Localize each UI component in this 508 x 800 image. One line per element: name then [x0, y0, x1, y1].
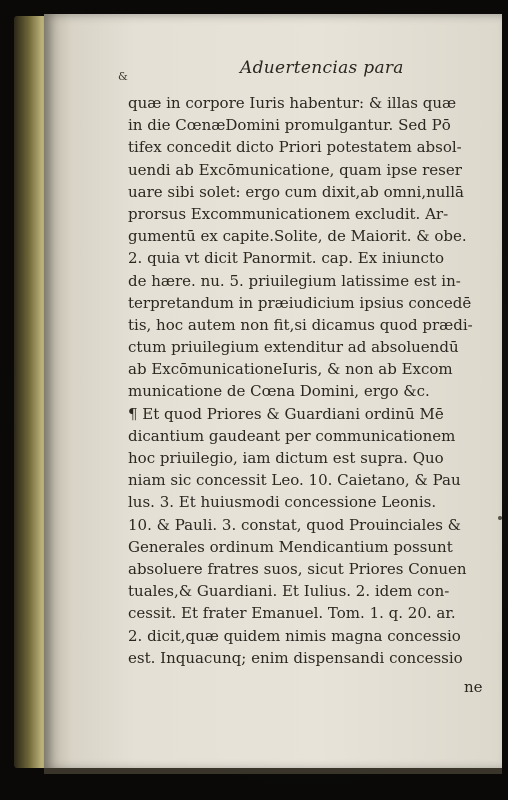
- text-line: municatione de Cœna Domini, ergo &c.: [128, 382, 430, 401]
- running-head: Aduertencias para: [240, 58, 404, 78]
- text-line: tuales,& Guardiani. Et Iulius. 2. idem con-: [128, 582, 450, 601]
- text-line: 10. & Pauli. 3. constat, quod Prouinciales &: [128, 515, 462, 534]
- text-line: uendi ab Excōmunicatione, quam ipse reser: [128, 160, 462, 179]
- text-line: cessit. Et frater Emanuel. Tom. 1. q. 20. ar.: [128, 604, 456, 623]
- paragraph-start-line: ¶ Et quod Priores & Guardiani ordinū Mē: [128, 404, 444, 423]
- margin-mark: [498, 516, 502, 520]
- text-line: absoluere fratres suos, sicut Priores Conuen: [128, 559, 467, 578]
- text-line: lus. 3. Et huiusmodi concessione Leonis.: [128, 493, 437, 512]
- text-line: uare sibi solet: ergo cum dixit,ab omni,nullā: [128, 182, 464, 201]
- text-line: de hære. nu. 5. priuilegium latissime est in-: [128, 271, 461, 290]
- text-line: Generales ordinum Mendicantium possunt: [128, 537, 453, 556]
- text-line: gumentū ex capite.Solite, de Maiorit. & obe.: [128, 227, 467, 246]
- text-line: terpretandum in præiudicium ipsius concedē: [128, 293, 472, 312]
- text-line: hoc priuilegio, iam dictum est supra. Quo: [128, 449, 444, 467]
- text-line: niam sic concessit Leo. 10. Caietano, & Pau: [128, 471, 461, 490]
- text-line: tis, hoc autem non fit,si dicamus quod prædi-: [128, 315, 473, 334]
- catchword: ne: [464, 678, 483, 696]
- text-line: est. Inquacunq; enim dispensandi concessio: [128, 648, 463, 667]
- text-line: 2. quia vt dicit Panormit. cap. Ex iniuncto: [128, 249, 445, 268]
- text-line: prorsus Excommunicationem excludit. Ar-: [128, 204, 449, 223]
- text-line: ab ExcōmunicationeIuris, & non ab Excom: [128, 360, 453, 379]
- text-line: ctum priuilegium extenditur ad absoluendū: [128, 338, 459, 357]
- text-line: dicantium gaudeant per communicationem: [128, 426, 456, 445]
- text-line: quæ in corpore Iuris habentur: & illas quæ: [128, 94, 457, 112]
- page-bottom-edge: [44, 768, 502, 774]
- text-line: tifex concedit dicto Priori potestatem absol-: [128, 138, 462, 157]
- body-text: [128, 92, 494, 669]
- text-line: in die CœnæDomini promulgantur. Sed Pō: [128, 116, 451, 135]
- header-mark: &: [118, 70, 128, 83]
- text-line: 2. dicit,quæ quidem nimis magna concessio: [128, 626, 461, 645]
